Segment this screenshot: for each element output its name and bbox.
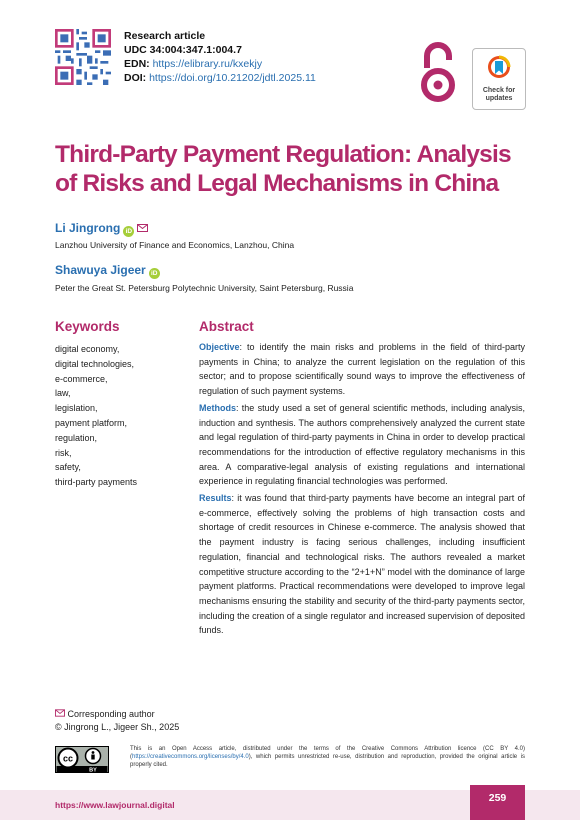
cc-by-badge[interactable] [55,746,109,773]
results-label: Results [199,493,232,504]
methods-text: : the study used a set of general scientific methods, including analysis, induction and synthesis. The authors comprehensively analyzed the current state and legal regulation of third-party payments in China in order to develop practical recommendations for the introduction of effective regulatory mechanisms in this area. A comparative-legal analysis of existing regulations and international experience in regulating financial technologies was performed. [199,402,525,487]
corresponding-label: Corresponding author [67,709,155,719]
keyword: law, [55,388,71,399]
keyword: digital economy, [55,344,120,354]
article-meta [124,29,316,85]
license-text-after: ), which permits unrestricted re-use, distribution and reproduction, provided the original article is properly cited. [130,754,525,769]
article-type: Research article [124,30,206,42]
keyword: digital technologies, [55,358,135,369]
keyword: third-party payments [55,477,138,488]
author-1 [55,219,148,237]
author-1-name[interactable]: Li Jingrong [55,221,121,235]
envelope-icon [55,709,65,717]
abstract-objective [199,340,525,399]
license-link[interactable]: https://creativecommons.org/licenses/by/4.0 [132,754,249,761]
title-line-1: Third-Party Payment Regulation: Analysis [55,141,511,168]
article-title [55,140,525,198]
open-access-icon [418,38,458,108]
author-2 [55,261,160,279]
author-2-name[interactable]: Shawuya Jigeer [55,263,146,277]
keywords-list [55,342,137,490]
keyword: payment platform, [55,417,128,428]
author-2-affiliation: Peter the Great St. Petersburg Polytechnic University, Saint Petersburg, Russia [55,283,354,293]
license-text [130,745,525,770]
abstract-methods [199,401,525,489]
author-1-affiliation: Lanzhou University of Finance and Economics, Lanzhou, China [55,240,295,250]
doi-label: DOI: [124,72,147,84]
envelope-icon[interactable] [137,224,148,232]
results-text: : it was found that third-party payments have become an integral part of e-commerce, effectively solving the problems of high transaction costs and shortage of credit resources in Chinese e-commerce. The analysis showed that the payment industry is facing serious challenges, including insufficient regulation, financial and technological risks. The authors revealed a market competitive structure according to the “2+1+N” model with the dominance of large payment platforms. Practical recommendations were developed to improve legal mechanisms ensuring the stability and security of the third-party payments sector, including the creation of a single regulator and increased supervision of deposited funds. [199,493,525,636]
keyword: safety, [55,462,81,473]
orcid-icon[interactable]: iD [149,268,160,279]
keywords-heading: Keywords [55,319,120,334]
by-label: BY [89,767,97,773]
abstract-heading: Abstract [199,319,254,334]
keyword: legislation, [55,403,98,414]
abstract-body [199,340,525,640]
udc-code: UDC 34:004:347.1:004.7 [124,44,242,56]
copyright: © Jingrong L., Jigeer Sh., 2025 [55,722,180,732]
edn-label: EDN: [124,58,150,70]
bookmark-icon [487,55,511,83]
page-number: 259 [488,792,507,804]
keyword: e-commerce, [55,373,108,384]
check-for-updates-badge[interactable] [472,48,526,110]
doi-link[interactable]: https://doi.org/10.21202/jdtl.2025.11 [149,72,316,84]
corresponding-block [55,708,179,734]
qr-code [55,29,111,85]
objective-label: Objective [199,342,240,352]
methods-label: Methods [199,402,236,413]
orcid-icon[interactable]: iD [123,226,134,237]
abstract-results [199,491,525,638]
journal-url[interactable]: https://www.lawjournal.digital [55,800,175,810]
title-line-2: of Risks and Legal Mechanisms in China [55,170,499,197]
license-text-before: This is an Open Access article, distributed under the terms of the Creative Commons Attribution licence (CC BY 4.0) ( [130,746,525,761]
keyword: regulation, [55,432,98,443]
objective-text: : to identify the main risks and problems in the field of third-party payments in China; to analyze the current legislation on the regulation of this sector; and to propose scientifically sound ways to improve the effectiveness of regulation of such payment systems. [199,342,525,397]
cc-icon: cc [62,753,74,764]
keyword: risk, [55,447,72,458]
check-for-updates-label: Check for updates [482,87,516,102]
edn-link[interactable]: https://elibrary.ru/kxekjy [152,58,263,70]
